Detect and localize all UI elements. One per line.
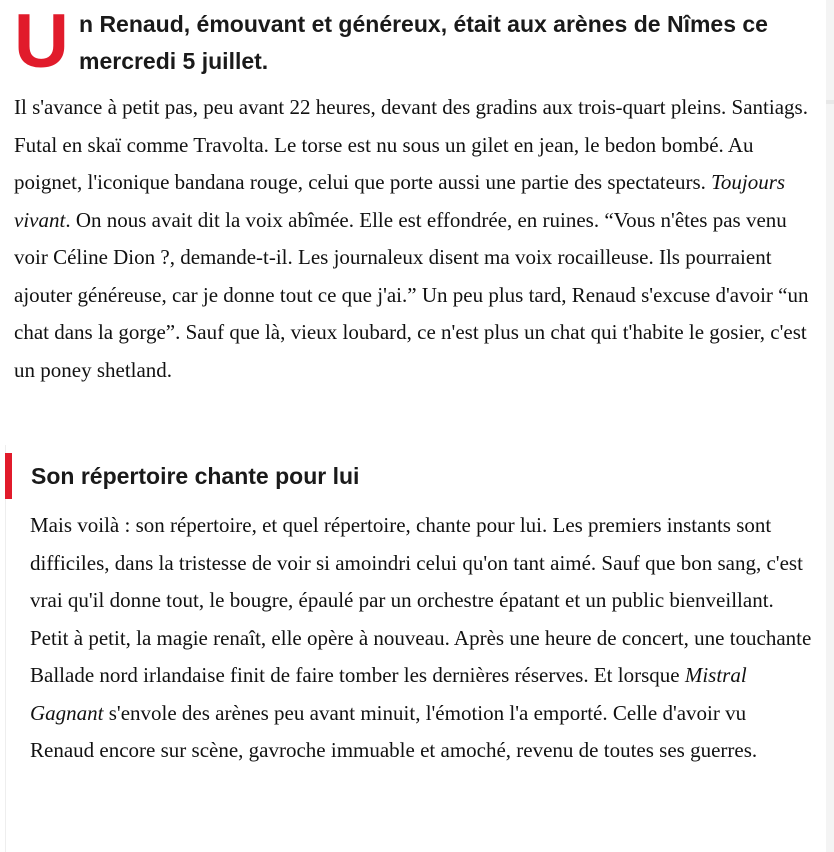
section-accent-bar xyxy=(5,453,12,499)
paragraph-2-italic-title: Mistral Gagnant xyxy=(30,663,747,725)
section-heading: Son répertoire chante pour lui xyxy=(31,463,360,489)
paragraph-1-text-continued: . On nous avait dit la voix abîmée. Elle est effondrée, en ruines. “Vous n'êtes pas venu voir Céline Dion ?, demande-t-il. Les journaleux disent ma voix rocailleuse. Ils pourraient ajouter généreuse, car je donne tout ce que j'ai.” Un peu plus tard, Renaud s'excuse d'avoir “un chat dans la gorge”. Sauf que là, vieux loubard, ce n'est plus un chat qui t'habite le gosier, c'est un poney shetland. xyxy=(14,207,809,382)
paragraph-1-text: Il s'avance à petit pas, peu avant 22 heures, devant des gradins aux trois-quart pleins. Santiags. Futal en skaï comme Travolta. Le torse est nu sous un gilet en jean, le bedon bombé. Au poignet, l'iconique bandana rouge, celui que porte aussi une partie des spectateurs. xyxy=(14,95,808,194)
paragraph-2 xyxy=(30,507,814,770)
lede-text: n Renaud, émouvant et généreux, était aux arènes de Nîmes ce mercredi 5 juillet. xyxy=(79,11,768,74)
paragraph-2-text-continued: s'envole des arènes peu avant minuit, l'émotion l'a emporté. Celle d'avoir vu Renaud encore sur scène, gavroche immuable et amoché, revenu de toutes ses guerres. xyxy=(30,700,758,762)
paragraph-1-italic-title: Toujours vivant xyxy=(14,170,786,232)
paragraph-1 xyxy=(14,89,814,389)
section-divider-line xyxy=(5,445,6,852)
scrollbar-track[interactable] xyxy=(826,0,834,852)
paragraph-2-text: Mais voilà : son répertoire, et quel répertoire, chante pour lui. Les premiers instants sont difficiles, dans la tristesse de voir si amoindri celui qu'on tant aimé. Sauf que bon sang, c'est vrai qu'il donne tout, le bougre, épaulé par un orchestre épatant et un public bienveillant. Petit à petit, la magie renaît, elle opère à nouveau. Après une heure de concert, une touchante Ballade nord irlandaise finit de faire tomber les dernières réserves. Et lorsque xyxy=(30,513,812,687)
drop-cap: U xyxy=(14,0,69,84)
scrollbar-thumb[interactable] xyxy=(826,100,834,104)
